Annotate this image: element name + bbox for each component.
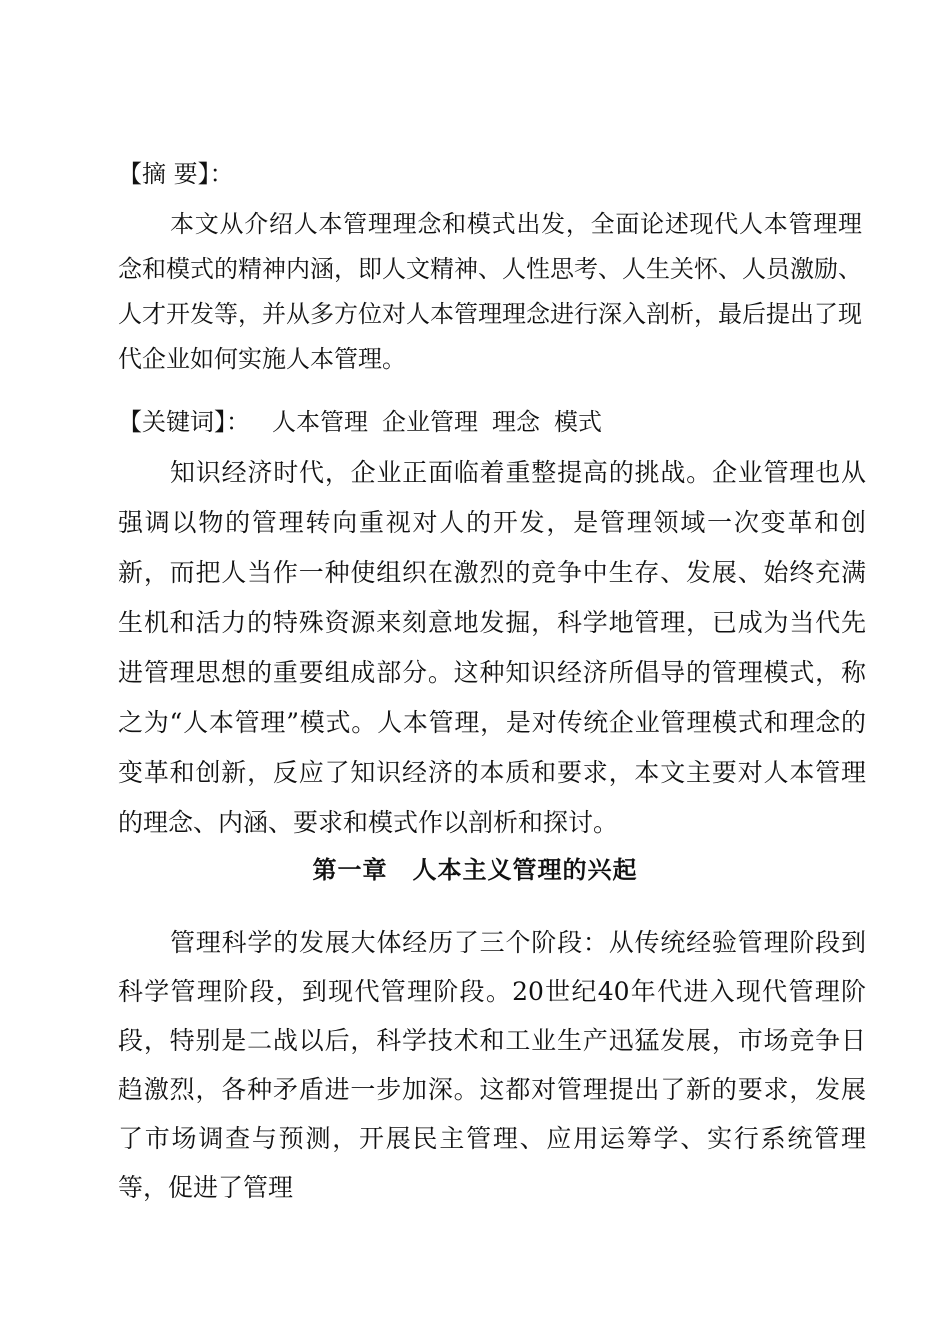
keywords-label: 【关键词】： <box>118 408 250 436</box>
chapter-title: 第一章 人本主义管理的兴起 <box>312 856 638 884</box>
intro-paragraph: 知识经济时代，企业正面临着重整提高的挑战。企业管理也从强调以物的管理转向重视对人的开发，是管理领域一次变革和创新，而把人当作一种使组织在激烈的竞争中生存、发展、始终充满生机和活力的特殊资源来刻意地发掘，科学地管理，已成为当代先进管理思想的重要组成部分。这种知识经济所倡导的管理模式，称之为“人本管理”模式。人本管理，是对传统企业管理模式和理念的变革和创新，反应了知识经济的本质和要求，本文主要对人本管理的理念、内涵、要求和模式作以剖析和探讨。 <box>118 458 866 837</box>
abstract-body: 本文从介绍人本管理理念和模式出发，全面论述现代人本管理理念和模式的精神内涵，即人文精神、人性思考、人生关怀、人员激励、人才开发等，并从多方位对人本管理理念进行深入剖析，最后提出了现代企业如何实施人本管理。 <box>118 210 862 373</box>
abstract-heading: 【摘 要】： <box>118 160 234 188</box>
chapter-paragraph: 管理科学的发展大体经历了三个阶段：从传统经验管理阶段到科学管理阶段，到现代管理阶段。20世纪40年代进入现代管理阶段，特别是二战以后，科学技术和工业生产迅猛发展，市场竞争日趋激烈，各种矛盾进一步加深。这都对管理提出了新的要求，发展了市场调查与预测，开展民主管理、应用运筹学、实行系统管理等，促进了管理 <box>118 928 866 1202</box>
keyword-item: 模式 <box>554 408 602 436</box>
keyword-item: 企业管理 <box>382 408 478 436</box>
keyword-item: 人本管理 <box>272 408 368 436</box>
keyword-item: 理念 <box>492 408 540 436</box>
keywords-line <box>118 400 616 445</box>
